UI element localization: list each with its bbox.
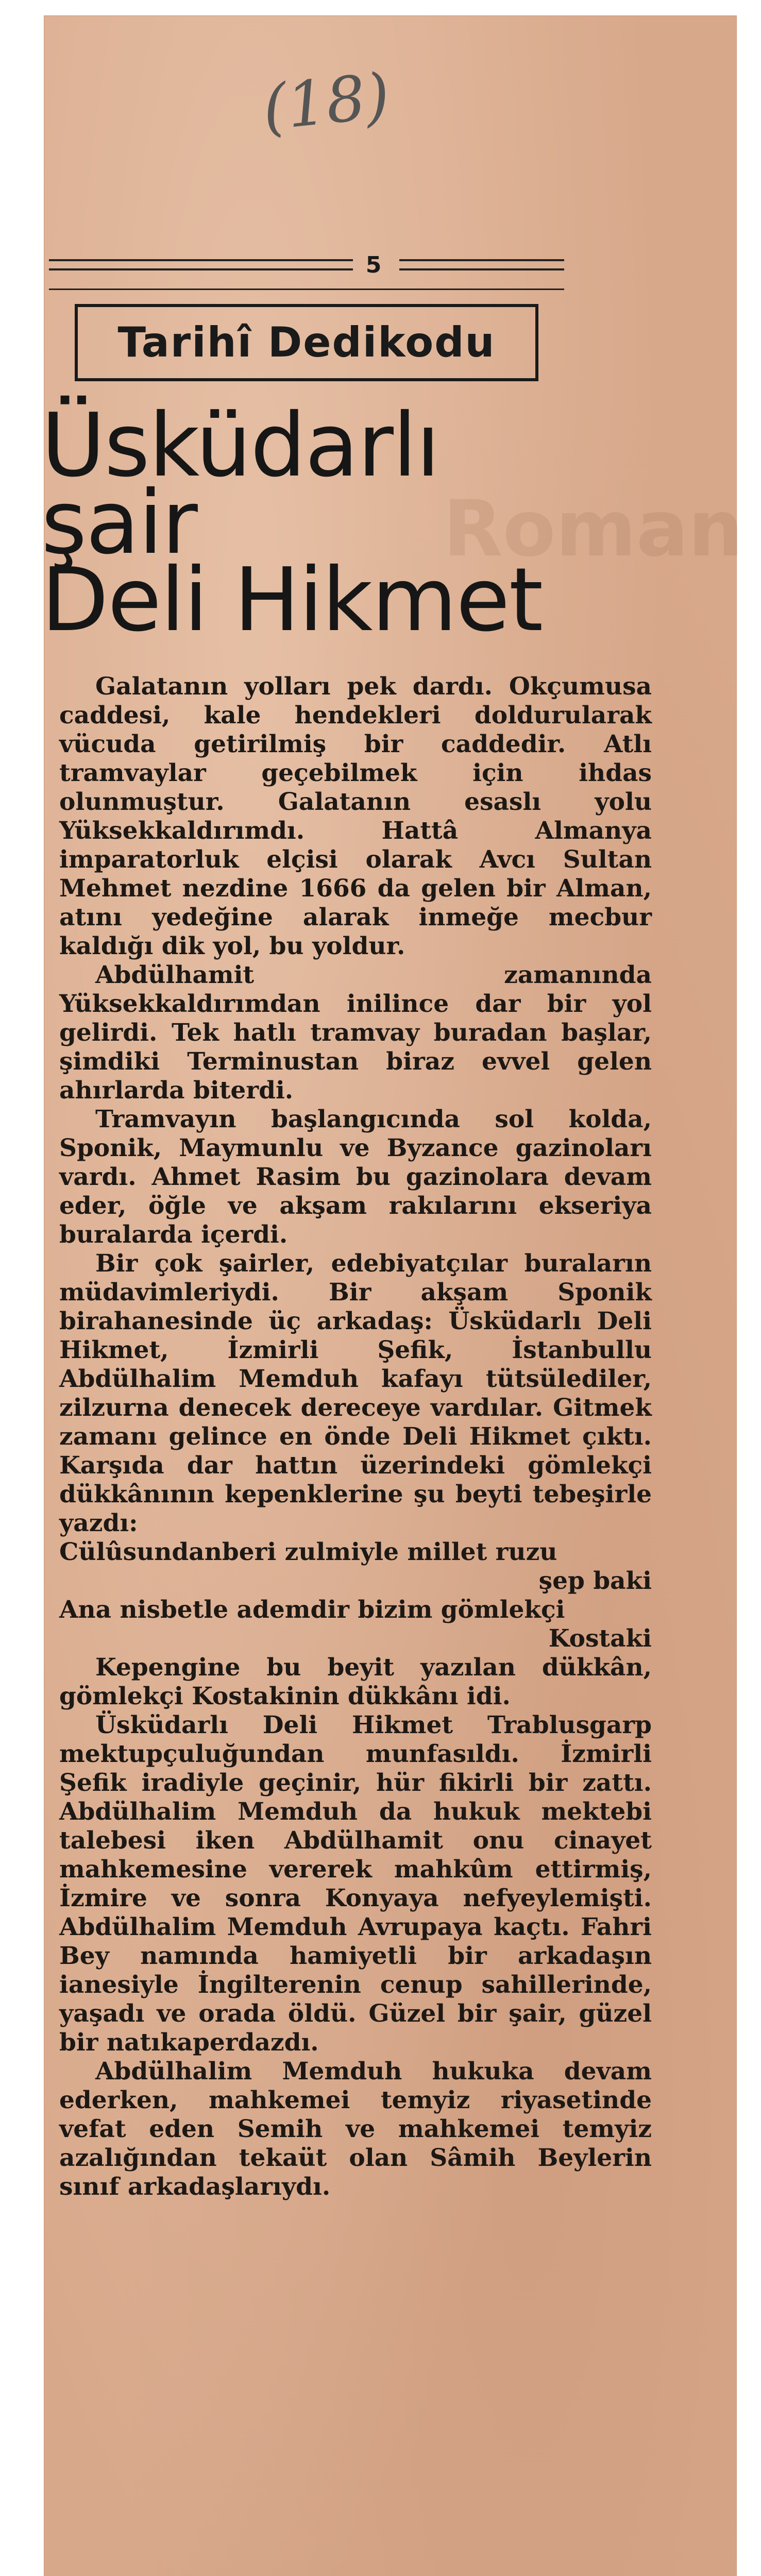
- paragraph: Bir çok şairler, edebiyatçılar buraların müdavimleriydi. Bir akşam Sponik birahanesinde üç arkadaş: Üsküdarlı Deli Hikmet, İzmirli Şefik, İstanbullu Abdülhalim Memduh kafayı tütsülediler, zilzurna denecek dereceye vardılar. Gitmek zamanı gelince en önde Deli Hikmet çıktı. Karşıda dar hattın üzerindeki gömlekçi dükkânının kepenklerine şu beyti tebeşirle yazdı:: [59, 1249, 652, 1537]
- divider-rule: [49, 289, 564, 290]
- headline-line-3: Deli Hikmet: [41, 549, 543, 651]
- paragraph: Galatanın yolları pek dardı. Okçumusa caddesi, kale hendekleri doldurularak vücuda getirilmiş bir caddedir. Atlı tramvaylar geçebilmek için ihdas olunmuştur. Galatanın esaslı yolu Yüksekkaldırımdı. Hattâ Almanya imparatorluk elçisi olarak Avcı Sultan Mehmet nezdine 1666 da gelen bir Alman, atını yedeğine alarak inmeğe mecbur kaldığı dik yol, bu yoldur.: [59, 672, 652, 960]
- paragraph: Tramvayın başlangıcında sol kolda, Sponik, Maymunlu ve Byzance gazinoları vardı. Ahmet Rasim bu gazinolara devam eder, öğle ve akşam rakılarını ekseriya buralarda içerdi.: [59, 1105, 652, 1249]
- folio-rule-right: [399, 259, 564, 270]
- folio-rule-left: [49, 259, 353, 270]
- verse-line-2-end: Kostaki: [548, 1624, 652, 1653]
- verse-line-1-end: şep baki: [538, 1567, 652, 1595]
- bleed-through-text: Roman: [443, 484, 743, 574]
- paragraph: Kepengine bu beyit yazılan dükkân, gömlekçi Kostakinin dükkânı idi.: [59, 1653, 652, 1710]
- headline-line-1: Üsküdarlı: [41, 395, 439, 497]
- article-headline: [41, 395, 556, 651]
- paragraph: Abdülhalim Memduh hukuka devam ederken, mahkemei temyiz riyasetinde vefat eden Semih ve mahkemei temyiz azalığından tekaüt olan Sâmih Beylerin sınıf arkadaşlarıydı.: [59, 2057, 652, 2201]
- section-label: Tarihî Dedikodu: [75, 304, 538, 381]
- page-folio: [49, 250, 564, 281]
- verse-line-2: Ana nisbetle ademdir bizim gömlekçi: [59, 1596, 565, 1624]
- paragraph: Abdülhamit zamanında Yüksekkaldırımdan inilince dar bir yol gelirdi. Tek hatlı tramvay buradan başlar, şimdiki Terminustan biraz evvel gelen ahırlarda biterdi.: [59, 961, 652, 1105]
- headline-line-2: şair: [41, 472, 197, 574]
- article-body: [59, 672, 652, 2201]
- paragraph: Üsküdarlı Deli Hikmet Trablusgarp mektupçuluğundan munfasıldı. İzmirli Şefik iradiyle geçinir, hür fikirli bir zattı. Abdülhalim Memduh da hukuk mektebi talebesi iken Abdülhamit onu cinayet mahkemesine vererek mahkûm ettirmiş, İzmire ve sonra Konyaya nefyeylemişti. Abdülhalim Memduh Avrupaya kaçtı. Fahri Bey namında hamiyetli bir arkadaşın ianesiyle İngilterenin cenup sahillerinde, yaşadı ve orada öldü. Güzel bir şair, güzel bir natıkaperdazdı.: [59, 1711, 652, 2057]
- verse-line-1: Cülûsundanberi zulmiyle millet ruzu: [59, 1538, 557, 1566]
- verse-block: [59, 1538, 652, 1653]
- page-number: 5: [365, 252, 382, 278]
- handwritten-annotation: (18): [259, 60, 393, 145]
